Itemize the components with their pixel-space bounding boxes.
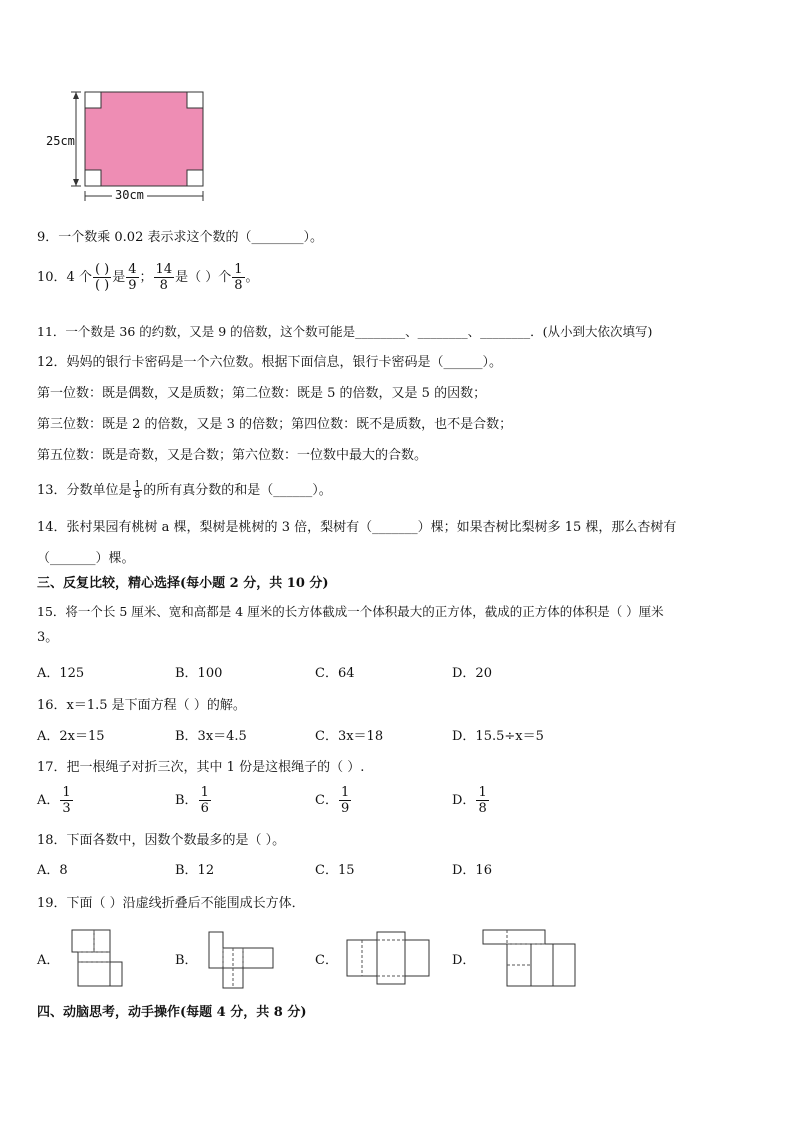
q18-option-c[interactable]: C．15 [315,863,355,878]
question-15-line-2: 3。 [37,630,59,645]
q19-option-a[interactable]: A． [37,953,60,968]
q19-net-d [481,928,577,988]
q18-option-a[interactable]: A．8 [37,863,68,878]
q10-fraction-14-8: $\frac{14}{8}$ [155,262,173,293]
q19-net-a [70,928,124,988]
question-14-line-1: 14．张村果园有桃树 a 棵，梨树是桃树的 3 倍，梨树有（_______）棵；如果杏树比梨树多 15 棵，那么杏树有 [37,520,677,535]
question-19-stem: 19．下面（ ）沿虚线折叠后不能围成长方体． [37,896,305,911]
q10-fraction-4-9: $\frac{4}{9}$ [128,262,137,293]
q16-option-d[interactable]: D．15.5÷x＝5 [452,729,544,744]
question-10: 10．4 个 $\frac{( )}{( )}$ 是 $\frac{4}{9}$ ； $\frac{14}{8}$ 是（ ）个 $\frac{1}{8}$ 。 [37,262,259,293]
q10-fraction-1-8: $\frac{1}{8}$ [234,262,243,293]
q13-fraction: $\frac{1}{8}$ [134,480,141,501]
question-12-line-1: 第一位数：既是偶数，又是质数；第二位数：既是 5 的倍数，又是 5 的因数； [37,386,487,401]
q15-option-d[interactable]: D．20 [452,666,492,681]
question-12-stem: 12．妈妈的银行卡密码是一个六位数。根据下面信息，银行卡密码是（______）。 [37,355,503,370]
q19-net-b [207,930,277,990]
question-13: 13．分数单位是 $\frac{1}{8}$ 的所有真分数的和是（______）。 [37,480,332,501]
q17-option-b[interactable]: B． $\frac{1}{6}$ [175,785,209,816]
q17-option-a[interactable]: A． $\frac{1}{3}$ [37,785,71,816]
question-17-stem: 17．把一根绳子对折三次，其中 1 份是这根绳子的（ ）. [37,760,365,775]
question-14-line-2: （_______）棵。 [37,551,135,566]
q15-option-c[interactable]: C．64 [315,666,355,681]
q17-option-c[interactable]: C． $\frac{1}{9}$ [315,785,350,816]
q17-option-d[interactable]: D． $\frac{1}{8}$ [452,785,487,816]
q19-option-b[interactable]: B． [175,953,198,968]
q19-option-d[interactable]: D． [452,953,476,968]
question-16-stem: 16．x＝1.5 是下面方程（ ）的解。 [37,698,246,713]
question-12-line-2: 第三位数：既是 2 的倍数，又是 3 的倍数；第四位数：既不是质数，也不是合数； [37,417,513,432]
q16-option-c[interactable]: C．3x＝18 [315,729,384,744]
q16-option-a[interactable]: A．2x＝15 [37,729,105,744]
q15-option-b[interactable]: B．100 [175,666,223,681]
q18-option-d[interactable]: D．16 [452,863,492,878]
section-3-heading: 三、反复比较，精心选择(每小题 2 分，共 10 分) [37,576,329,591]
question-11: 11．一个数是 36 的约数，又是 9 的倍数，这个数可能是________、________、________．(从小到大依次填写) [37,324,653,339]
q10-prefix: 10．4 个 [37,270,92,285]
question-18-stem: 18．下面各数中，因数个数最多的是（ ）。 [37,833,286,848]
height-label: 25cm [46,134,75,148]
width-label: 30cm [112,188,147,202]
question-9: 9．一个数乘 0.02 表示求这个数的（________）。 [37,230,323,245]
question-15-line-1: 15．将一个长 5 厘米、宽和高都是 4 厘米的长方体截成一个体积最大的正方体，截成的正方体的体积是（ ）厘米 [37,604,664,619]
question-12-line-3: 第五位数：既是奇数，又是合数；第六位数：一位数中最大的合数。 [37,448,428,463]
q15-option-a[interactable]: A．125 [37,666,85,681]
section-4-heading: 四、动脑思考，动手操作(每题 4 分，共 8 分) [37,1005,307,1020]
q19-option-c[interactable]: C． [315,953,338,968]
q16-option-b[interactable]: B．3x＝4.5 [175,729,247,744]
q18-option-b[interactable]: B．12 [175,863,215,878]
q19-net-c [345,930,431,988]
q10-blank-fraction: $\frac{( )}{( )}$ [94,262,110,293]
